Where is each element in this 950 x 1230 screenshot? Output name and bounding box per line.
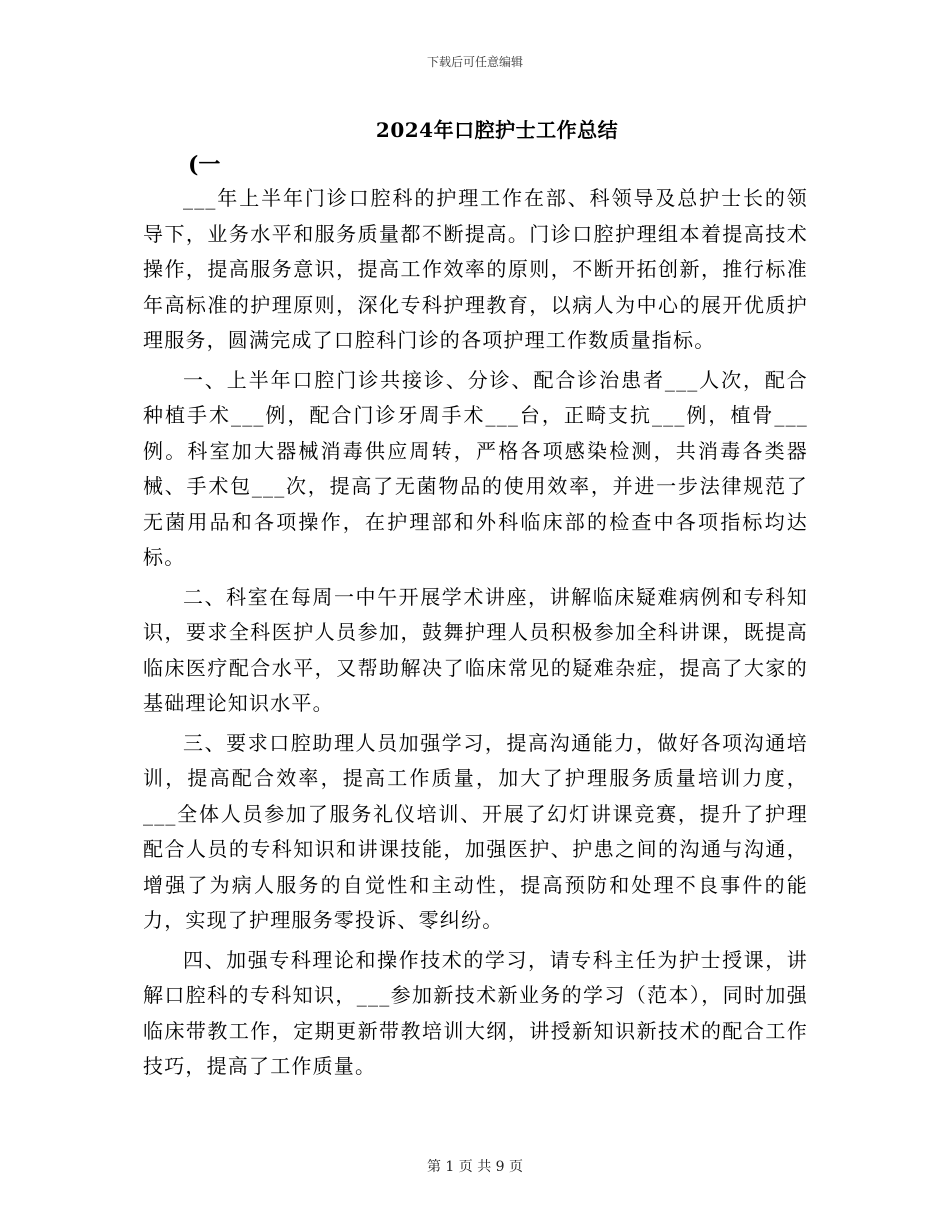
header-note: 下载后可任意编辑 (426, 55, 523, 69)
document-title: 2024年口腔护士工作总结 (375, 118, 619, 142)
document-body (143, 181, 808, 1089)
page-footer: 第 1 页 共 9 页 (426, 1159, 524, 1175)
paragraph-item-2: 二、科室在每周一中午开展学术讲座，讲解临床疑难病例和专科知识，要求全科医护人员参加，鼓舞护理人员积极参加全科讲课，既提高临床医疗配合水平，又帮助解决了临床常见的疑难杂症，提高了大家的基础理论知识水平。 (143, 584, 808, 715)
section-marker: (一 (188, 152, 221, 178)
paragraph-item-4: 四、加强专科理论和操作技术的学习，请专科主任为护士授课，讲解口腔科的专科知识，___参加新技术新业务的学习（范本），同时加强临床带教工作，定期更新带教培训大纲，讲授新知识新技术的配合工作技巧，提高了工作质量。 (143, 947, 808, 1078)
paragraph-item-1: 一、上半年口腔门诊共接诊、分诊、配合诊治患者___人次，配合种植手术___例，配合门诊牙周手术___台，正畸支抗___例，植骨___例。科室加大器械消毒供应周转，严格各项感染检测，共消毒各类器械、手术包___次，提高了无菌物品的使用效率，并进一步法律规范了无菌用品和各项操作，在护理部和外科临床部的检查中各项指标均达标。 (143, 367, 808, 569)
paragraph-intro: ___年上半年门诊口腔科的护理工作在部、科领导及总护士长的领导下，业务水平和服务质量都不断提高。门诊口腔护理组本着提高技术操作，提高服务意识，提高工作效率的原则，不断开拓创新，推行标准年高标准的护理原则，深化专科护理教育，以病人为中心的展开优质护理服务，圆满完成了口腔科门诊的各项护理工作数质量指标。 (143, 186, 808, 352)
paragraph-item-3: 三、要求口腔助理人员加强学习，提高沟通能力，做好各项沟通培训，提高配合效率，提高工作质量，加大了护理服务质量培训力度，___全体人员参加了服务礼仪培训、开展了幻灯讲课竞赛，提升了护理配合人员的专科知识和讲课技能，加强医护、护患之间的沟通与沟通，增强了为病人服务的自觉性和主动性，提高预防和处理不良事件的能力，实现了护理服务零投诉、零纠纷。 (143, 730, 808, 932)
